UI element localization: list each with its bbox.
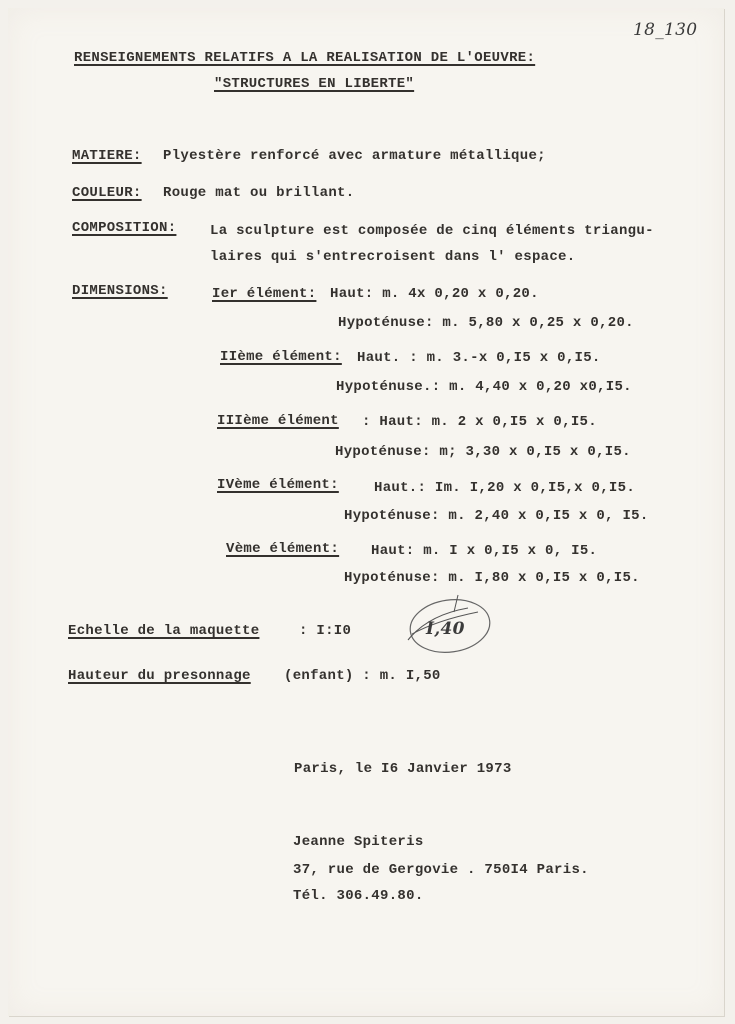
composition-line-2: laires qui s'entrecroisent dans l' espace. (210, 249, 576, 265)
scale-value: : I:I0 (299, 623, 352, 639)
signature-address: 37, rue de Gergovie . 750I4 Paris. (293, 862, 589, 878)
element-3-hypotenuse: Hypoténuse: m; 3,30 x 0,I5 x 0,I5. (335, 444, 631, 460)
signature-name: Jeanne Spiteris (293, 834, 424, 850)
element-2-hypotenuse: Hypoténuse.: m. 4,40 x 0,20 x0,I5. (336, 379, 632, 395)
signature-phone: Tél. 306.49.80. (293, 888, 424, 904)
matiere-label: MATIERE: (72, 148, 142, 164)
element-2-label: IIème élément: (220, 349, 342, 365)
element-1-label: Ier élément: (212, 286, 317, 302)
couleur-label: COULEUR: (72, 185, 142, 201)
matiere-value: Plyestère renforcé avec armature métallique; (163, 148, 546, 164)
composition-label: COMPOSITION: (72, 220, 177, 236)
element-3-height: : Haut: m. 2 x 0,I5 x 0,I5. (362, 414, 597, 430)
date-line: Paris, le I6 Janvier 1973 (294, 761, 512, 777)
element-2-height: Haut. : m. 3.-x 0,I5 x 0,I5. (357, 350, 601, 366)
handwritten-note-text: I,40 (426, 619, 465, 639)
element-1-height: Haut: m. 4x 0,20 x 0,20. (330, 286, 539, 302)
element-4-height: Haut.: Im. I,20 x 0,I5,x 0,I5. (374, 480, 636, 496)
handwritten-circled-note (398, 590, 498, 660)
height-label: Hauteur du presonnage (68, 668, 251, 684)
dimensions-label: DIMENSIONS: (72, 283, 168, 299)
element-5-hypotenuse: Hypoténuse: m. I,80 x 0,I5 x 0,I5. (344, 570, 640, 586)
element-5-label: Vème élément: (226, 541, 340, 557)
element-1-hypotenuse: Hypoténuse: m. 5,80 x 0,25 x 0,20. (338, 315, 634, 331)
scale-label: Echelle de la maquette (68, 623, 260, 639)
composition-line-1: La sculpture est composée de cinq éléments triangu- (210, 223, 654, 239)
document-title: RENSEIGNEMENTS RELATIFS A LA REALISATION DE L'OEUVRE: (74, 50, 536, 66)
element-5-height: Haut: m. I x 0,I5 x 0, I5. (371, 543, 598, 559)
document-page (8, 8, 724, 1016)
element-4-label: IVème élément: (217, 477, 339, 493)
couleur-value: Rouge mat ou brillant. (163, 185, 355, 201)
archive-number: 18_130 (633, 20, 698, 40)
element-3-label: IIIème élément (217, 413, 339, 429)
element-4-hypotenuse: Hypoténuse: m. 2,40 x 0,I5 x 0, I5. (344, 508, 649, 524)
work-title: "STRUCTURES EN LIBERTE" (214, 76, 415, 92)
height-value: (enfant) : m. I,50 (284, 668, 441, 684)
